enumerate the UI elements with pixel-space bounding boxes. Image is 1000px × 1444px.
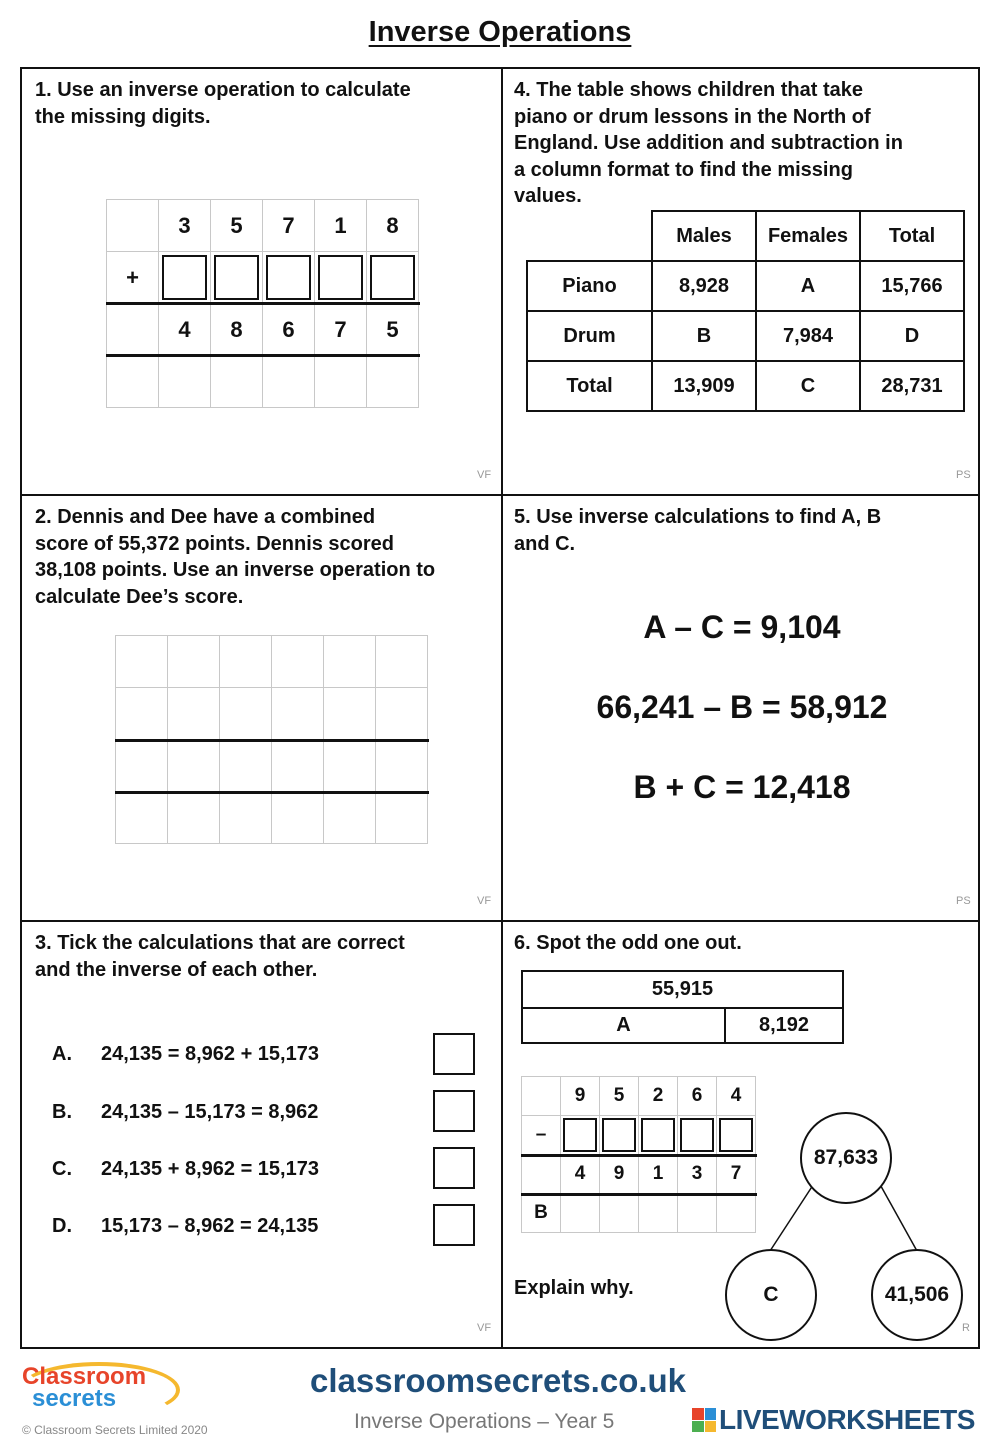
sum-line: [115, 791, 429, 794]
q2-tag: VF: [477, 895, 492, 907]
equation-1: A – C = 9,104: [643, 609, 841, 645]
grid-cell: [323, 791, 376, 844]
q1-prompt: [35, 77, 411, 130]
digit-cell: 7: [314, 303, 367, 356]
grid-cell: [106, 199, 159, 252]
grid-cell: [262, 355, 315, 408]
table-cell: D: [859, 310, 965, 362]
digit-cell: 9: [560, 1076, 600, 1116]
q3-text-line: 3. Tick the calculations that are correct: [35, 932, 405, 954]
digit-cell: 1: [314, 199, 367, 252]
q5-text-line: and C.: [514, 532, 576, 555]
grid-cell: [167, 687, 220, 740]
part-whole-part: 41,506: [871, 1249, 963, 1341]
option-calculation: 15,173 – 8,962 = 24,135: [101, 1215, 319, 1237]
table-cell: 13,909: [651, 360, 757, 412]
worksheet-grid: [20, 67, 980, 1349]
option-calculation: 24,135 = 8,962 + 15,173: [101, 1043, 319, 1065]
digit-cell: 9: [599, 1154, 639, 1194]
q5-tag: PS: [956, 895, 971, 907]
grid-cell: [271, 635, 324, 688]
equation-2: 66,241 – B = 58,912: [596, 689, 888, 725]
digit-cell: 8: [366, 199, 419, 252]
sum-line: [115, 739, 429, 742]
grid-cell: [638, 1193, 678, 1233]
digit-cell: 1: [638, 1154, 678, 1194]
q6-prompt: 6. Spot the odd one out.: [514, 932, 742, 954]
table-cell: 8,928: [651, 260, 757, 312]
answer-box[interactable]: [370, 255, 415, 300]
q5-text-line: 5. Use inverse calculations to find A, B: [514, 506, 882, 528]
liveworksheets-icon: [692, 1408, 716, 1432]
grid-cell: [560, 1193, 600, 1233]
grid-cell: [106, 303, 159, 356]
q1-text-line: the missing digits.: [35, 105, 211, 128]
sum-line: [106, 302, 420, 305]
option-letter: A.: [52, 1043, 72, 1065]
grid-cell: [115, 739, 168, 792]
answer-box[interactable]: [602, 1118, 636, 1152]
logo-text: secrets: [32, 1385, 117, 1412]
grid-cell: [106, 355, 159, 408]
answer-box[interactable]: [563, 1118, 597, 1152]
footer-subtitle: Inverse Operations – Year 5: [354, 1410, 615, 1433]
q4-text-line: 4. The table shows children that take: [514, 79, 863, 101]
option-letter: B.: [52, 1101, 72, 1123]
answer-box[interactable]: [680, 1118, 714, 1152]
row-label: Total: [526, 360, 653, 412]
grid-cell: [210, 355, 263, 408]
tick-box-c[interactable]: [433, 1147, 475, 1189]
grid-cell: [375, 635, 428, 688]
grid-cell: [219, 791, 272, 844]
q2-prompt: [35, 504, 435, 610]
digit-cell: 3: [158, 199, 211, 252]
grid-cell: [219, 739, 272, 792]
grid-cell: [375, 687, 428, 740]
grid-cell: [115, 687, 168, 740]
bar-model-part: 8,192: [724, 1007, 844, 1044]
q2-text-line: 38,108 points. Use an inverse operation to: [35, 559, 436, 581]
bar-model-total: 55,915: [521, 970, 844, 1009]
grid-cell: [366, 355, 419, 408]
option-calculation: 24,135 + 8,962 = 15,173: [101, 1158, 319, 1180]
digit-cell: 3: [677, 1154, 717, 1194]
grid-cell: [521, 1154, 561, 1194]
q2-text-line: score of 55,372 points. Dennis scored: [35, 532, 395, 555]
digit-cell: 5: [366, 303, 419, 356]
table-header: Males: [651, 210, 757, 262]
page-title: Inverse Operations: [368, 16, 632, 48]
grid-cell: [158, 355, 211, 408]
tick-box-a[interactable]: [433, 1033, 475, 1075]
q3-prompt: [35, 930, 405, 983]
operator-cell: +: [106, 251, 159, 304]
grid-cell: [323, 739, 376, 792]
option-calculation: 24,135 – 15,173 = 8,962: [101, 1101, 319, 1123]
q6-explain: Explain why.: [514, 1277, 634, 1299]
digit-cell: 4: [560, 1154, 600, 1194]
grid-cell: [677, 1193, 717, 1233]
digit-cell: 2: [638, 1076, 678, 1116]
grid-cell: [115, 791, 168, 844]
part-whole-part-c: C: [725, 1249, 817, 1341]
part-whole-whole: 87,633: [800, 1112, 892, 1204]
row-divider-2: [22, 920, 978, 922]
digit-cell: 4: [716, 1076, 756, 1116]
digit-cell: 5: [599, 1076, 639, 1116]
grid-cell: [167, 791, 220, 844]
table-cell: 7,984: [755, 310, 861, 362]
q3-text-line: and the inverse of each other.: [35, 958, 318, 981]
table-cell: C: [755, 360, 861, 412]
digit-cell: 4: [158, 303, 211, 356]
classroom-secrets-logo: [22, 1363, 147, 1412]
grid-cell: [167, 739, 220, 792]
grid-cell: [375, 791, 428, 844]
grid-cell: [115, 635, 168, 688]
row-label: Drum: [526, 310, 653, 362]
q1-text-line: 1. Use an inverse operation to calculate: [35, 79, 411, 101]
table-cell: 15,766: [859, 260, 965, 312]
liveworksheets-logo: [692, 1404, 975, 1436]
row-divider-1: [22, 494, 978, 496]
operator-cell: –: [521, 1115, 561, 1155]
q5-prompt: [514, 504, 881, 557]
grid-cell: [599, 1193, 639, 1233]
result-label: B: [521, 1193, 561, 1233]
answer-box[interactable]: [266, 255, 311, 300]
logo-text: Classroom: [22, 1363, 147, 1390]
answer-box[interactable]: [641, 1118, 675, 1152]
grid-cell: [323, 635, 376, 688]
digit-cell: 5: [210, 199, 263, 252]
grid-cell: [167, 635, 220, 688]
option-letter: D.: [52, 1215, 72, 1237]
digit-cell: 7: [262, 199, 315, 252]
q6-tag: R: [962, 1322, 970, 1334]
digit-cell: 6: [262, 303, 315, 356]
tick-box-d[interactable]: [433, 1204, 475, 1246]
answer-box[interactable]: [214, 255, 259, 300]
table-cell: A: [755, 260, 861, 312]
grid-cell: [521, 1076, 561, 1116]
table-cell: B: [651, 310, 757, 362]
option-letter: C.: [52, 1158, 72, 1180]
footer-url[interactable]: classroomsecrets.co.uk: [310, 1362, 687, 1399]
q2-text-line: 2. Dennis and Dee have a combined: [35, 506, 376, 528]
q1-tag: VF: [477, 469, 492, 481]
answer-box[interactable]: [318, 255, 363, 300]
tick-box-b[interactable]: [433, 1090, 475, 1132]
bar-model-part-a: A: [521, 1007, 726, 1044]
grid-cell: [375, 739, 428, 792]
q3-tag: VF: [477, 1322, 492, 1334]
q2-text-line: calculate Dee’s score.: [35, 585, 244, 608]
row-label: Piano: [526, 260, 653, 312]
grid-cell: [271, 791, 324, 844]
grid-cell: [314, 355, 367, 408]
digit-cell: 6: [677, 1076, 717, 1116]
q4-tag: PS: [956, 469, 971, 481]
liveworksheets-text: LIVEWORKSHEETS: [719, 1404, 975, 1435]
q4-text-line: values.: [514, 185, 582, 207]
grid-cell: [219, 687, 272, 740]
grid-cell: [323, 687, 376, 740]
table-header: Total: [859, 210, 965, 262]
copyright-text: © Classroom Secrets Limited 2020: [22, 1423, 208, 1437]
q4-text-line: a column format to find the missing: [514, 158, 853, 181]
q4-prompt: [514, 77, 903, 210]
digit-cell: 7: [716, 1154, 756, 1194]
grid-cell: [219, 635, 272, 688]
grid-cell: [271, 687, 324, 740]
q4-text-line: piano or drum lessons in the North of: [514, 105, 871, 128]
table-header: Females: [755, 210, 861, 262]
sum-line: [106, 354, 420, 357]
q4-text-line: England. Use addition and subtraction in: [514, 132, 903, 154]
answer-box[interactable]: [162, 255, 207, 300]
grid-cell: [271, 739, 324, 792]
digit-cell: 8: [210, 303, 263, 356]
equation-3: B + C = 12,418: [633, 769, 851, 805]
table-cell: 28,731: [859, 360, 965, 412]
